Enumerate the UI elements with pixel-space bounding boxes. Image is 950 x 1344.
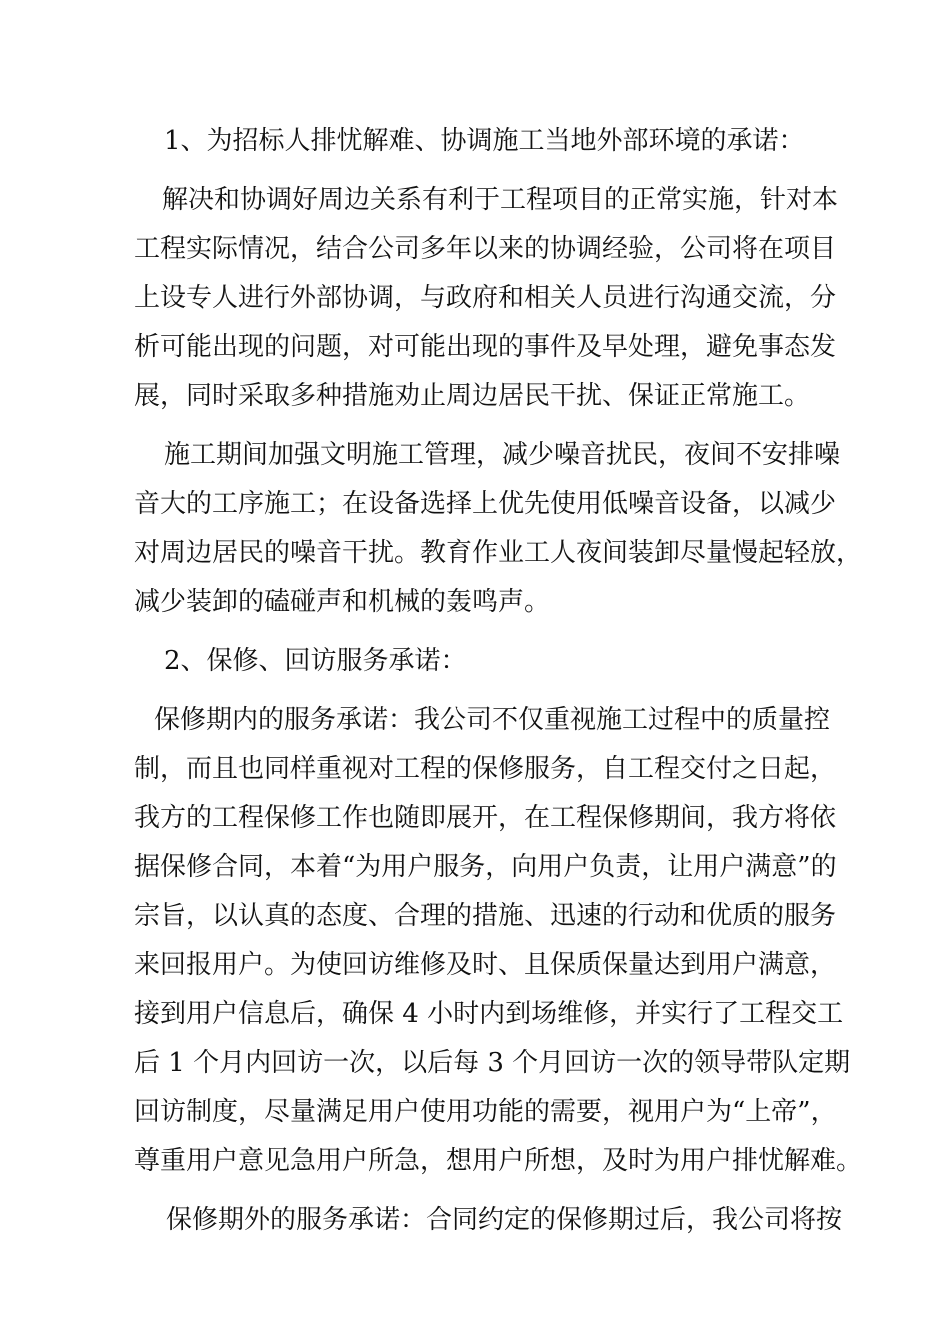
paragraph-gap [134,421,834,431]
coordination-paragraph [134,176,839,421]
noise-control-line-3: 对周边居民的噪音干扰。教育作业工人夜间装卸尽量慢起轻放， [134,538,863,568]
noise-control-paragraph [134,431,863,627]
warranty-line-1: 保修期内的服务承诺：我公司不仅重视施工过程中的质量控 [154,705,831,735]
noise-control-line-4: 减少装卸的磕碰声和机械的轰鸣声。 [134,587,551,617]
paragraph-gap [134,686,834,696]
warranty-line-6: 来回报用户。为使回访维修及时、且保质保量达到用户满意， [134,950,837,980]
coordination-line-1: 解决和协调好周边关系有利于工程项目的正常实施，针对本 [162,185,839,215]
warranty-line-5: 宗旨，以认真的态度、合理的措施、迅速的行动和优质的服务 [134,901,837,931]
paragraph-gap [134,166,834,176]
warranty-line-9: 回访制度，尽量满足用户使用功能的需要，视用户为“上帝”， [134,1097,837,1127]
paragraph-gap [134,1186,834,1196]
heading-1-line: 1、为招标人排忧解难、协调施工当地外部环境的承诺： [164,126,805,156]
post-warranty-paragraph [134,1196,843,1245]
heading-1-paragraph [134,117,834,166]
warranty-line-7: 接到用户信息后，确保 4 小时内到场维修，并实行了工程交工 [134,999,844,1029]
warranty-line-3: 我方的工程保修工作也随即展开，在工程保修期间，我方将依 [134,803,837,833]
post-warranty-line-1: 保修期外的服务承诺：合同约定的保修期过后，我公司将按 [166,1205,843,1235]
heading-2-paragraph [134,637,834,686]
coordination-line-2: 工程实际情况，结合公司多年以来的协调经验，公司将在项目 [134,234,837,264]
warranty-line-2: 制，而且也同样重视对工程的保修服务，自工程交付之日起， [134,754,837,784]
document-body [134,117,863,1245]
noise-control-line-2: 音大的工序施工；在设备选择上优先使用低噪音设备，以减少 [134,489,837,519]
coordination-line-5: 展，同时采取多种措施劝止周边居民干扰、保证正常施工。 [134,381,811,411]
warranty-line-4: 据保修合同，本着“为用户服务，向用户负责，让用户满意”的 [134,852,837,882]
warranty-line-8: 后 1 个月内回访一次，以后每 3 个月回访一次的领导带队定期 [134,1048,851,1078]
coordination-line-3: 上设专人进行外部协调，与政府和相关人员进行沟通交流，分 [134,283,837,313]
warranty-line-10: 尊重用户意见急用户所急，想用户所想，及时为用户排忧解难。 [134,1146,863,1176]
paragraph-gap [134,627,834,637]
warranty-paragraph [134,696,863,1186]
coordination-line-4: 析可能出现的问题，对可能出现的事件及早处理，避免事态发 [134,332,837,362]
noise-control-line-1: 施工期间加强文明施工管理，减少噪音扰民，夜间不安排噪 [164,440,841,470]
heading-2-line: 2、保修、回访服务承诺： [164,646,467,676]
